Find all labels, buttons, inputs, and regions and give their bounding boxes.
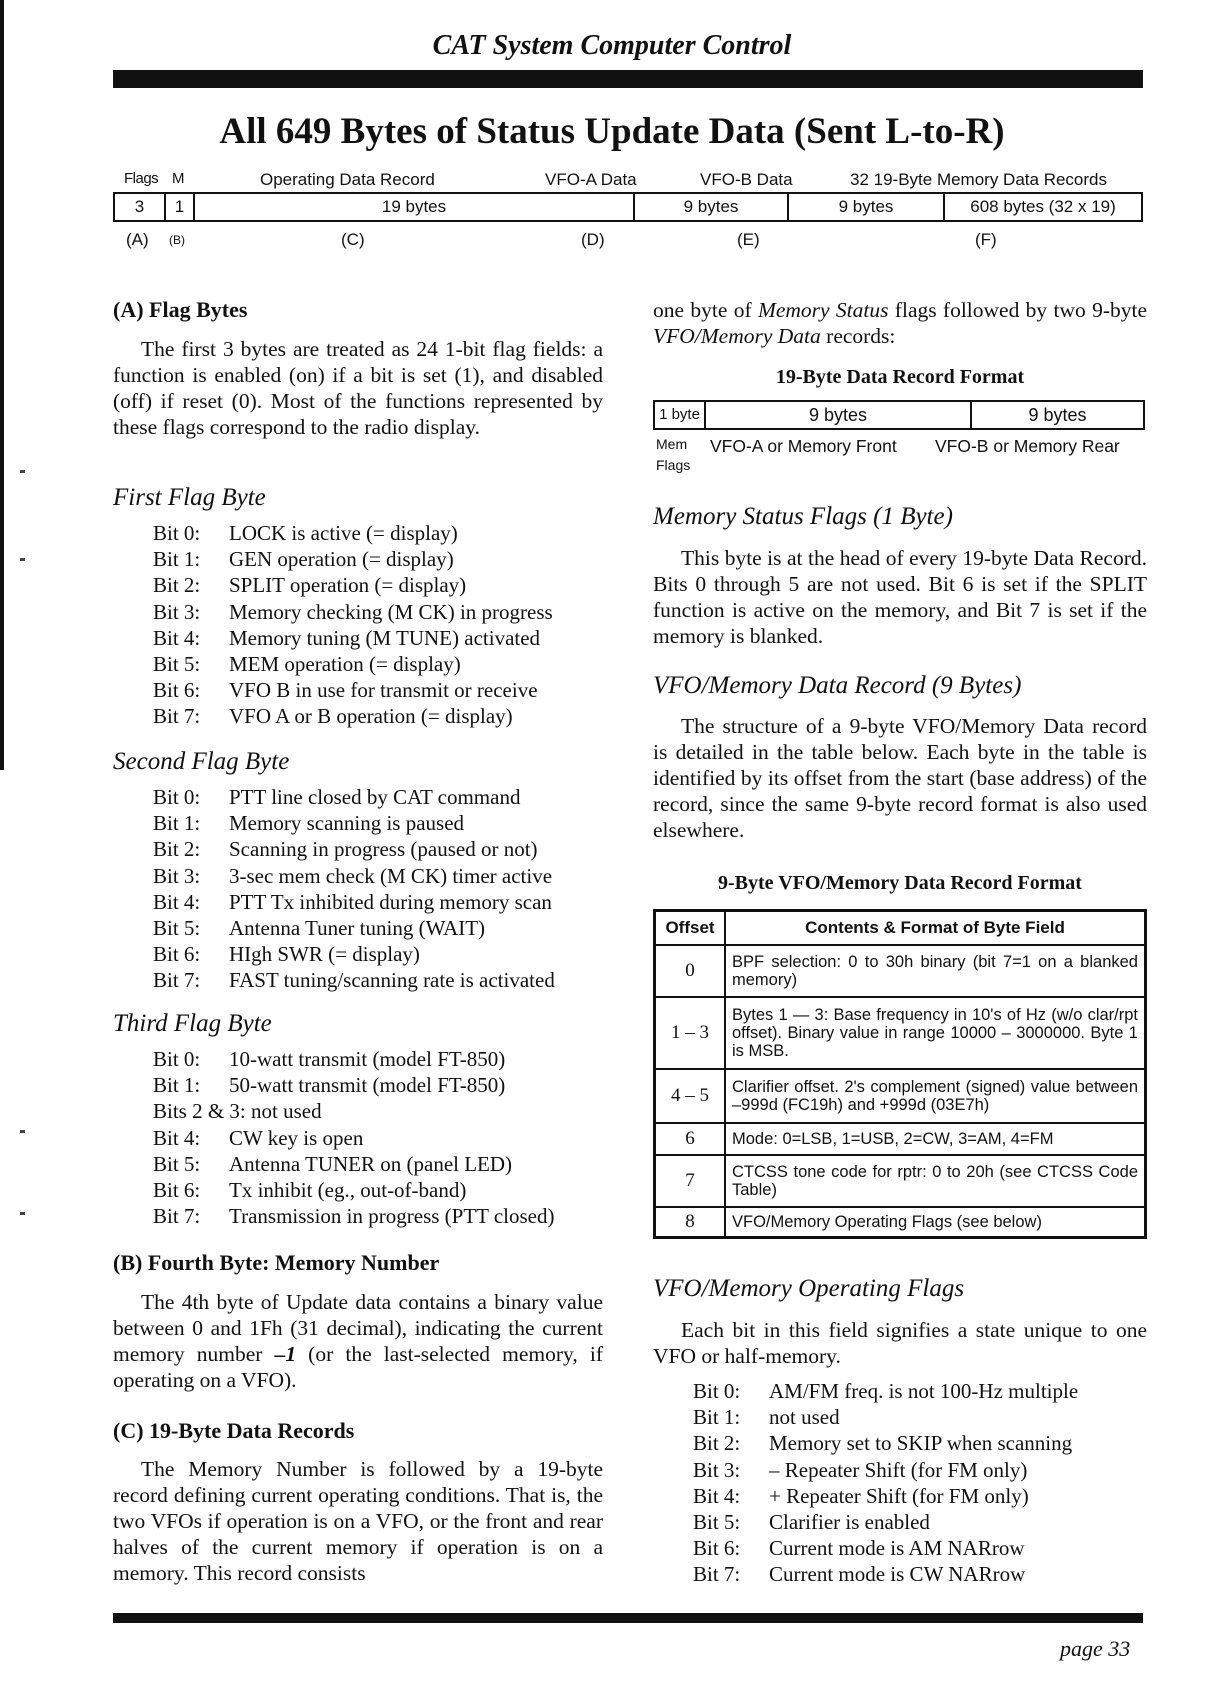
record-label-mem-flags: Mem Flags	[656, 436, 691, 473]
table-row: 8 VFO/Memory Operating Flags (see below)	[655, 1207, 1146, 1238]
layout-label-b: (B)	[169, 233, 185, 247]
layout-label-e: (E)	[737, 230, 760, 249]
list-item: Bits 2 & 3: not used	[153, 1099, 322, 1124]
table-row: 6 Mode: 0=LSB, 1=USB, 2=CW, 3=AM, 4=FM	[655, 1123, 1146, 1155]
layout-label-d: (D)	[581, 230, 605, 249]
list-item: Bit 7: VFO A or B operation (= display)	[153, 704, 513, 729]
list-item: Bit 3: – Repeater Shift (for FM only)	[693, 1457, 1028, 1482]
layout-cell-memory: 608 bytes (32 x 19)	[970, 197, 1116, 216]
header-rule	[113, 70, 1143, 88]
operating-flags-paragraph: Each bit in this field signifies a state unique to one VFO or half-memory.	[653, 1318, 1147, 1368]
footer-rule	[113, 1613, 1143, 1623]
table-row: 1 – 3 Bytes 1 — 3: Base frequency in 10's of Hz (w/o clar/rpt offset). Binary value in range 10000 – 3000000. Byte 1 is MSB.	[655, 997, 1146, 1069]
list-item: Bit 4: + Repeater Shift (for FM only)	[693, 1483, 1029, 1508]
list-item: Bit 1: 50-watt transmit (model FT-850)	[153, 1073, 506, 1098]
layout-label-c: (C)	[341, 230, 365, 249]
list-item: Bit 2: SPLIT operation (= display)	[153, 573, 467, 598]
record-cell-rear: 9 bytes	[1028, 405, 1087, 425]
section-a-heading: (A) Flag Bytes	[113, 297, 248, 322]
list-item: Bit 6: VFO B in use for transmit or receive	[153, 678, 538, 703]
list-item: Bit 6: Current mode is AM NARrow	[693, 1536, 1025, 1561]
record-format-strip	[653, 400, 1145, 430]
table-row: 7 CTCSS tone code for rptr: 0 to 20h (see CTCSS Code Table)	[655, 1155, 1146, 1207]
section-c-paragraph: The Memory Number is followed by a 19-byte record defining current operating conditions. That is, the two VFOs if operation is on a VFO, or the front and rear halves of the current memory if operation is on a memory. This record consists	[113, 1457, 603, 1585]
second-flag-list	[153, 784, 623, 994]
list-item: Bit 0: PTT line closed by CAT command	[153, 785, 521, 809]
list-item: Bit 4: Memory tuning (M TUNE) activated	[153, 625, 541, 650]
scan-mark	[20, 1212, 25, 1215]
memory-status-heading: Memory Status Flags (1 Byte)	[653, 503, 953, 530]
memory-status-paragraph: This byte is at the head of every 19-byte Data Record. Bits 0 through 5 are not used. Bit 6 is set if the SPLIT function is active on the memory, and Bit 7 is set if the memory is blanked.	[653, 546, 1147, 648]
layout-header-m: M	[172, 170, 185, 187]
list-item: Bit 3: 3-sec mem check (M CK) timer active	[153, 863, 553, 888]
list-item: Bit 6: HIgh SWR (= display)	[153, 942, 420, 967]
layout-cell-vfob: 9 bytes	[789, 194, 945, 220]
table-title: 9-Byte VFO/Memory Data Record Format	[718, 872, 1082, 894]
section-a-paragraph: The first 3 bytes are treated as 24 1-bit flag fields: a function is enabled (on) if a bit is set (1), and disabled (off) if reset (0). Most of the functions represented by these flags correspond to the radio display.	[113, 337, 603, 439]
scan-mark	[20, 558, 25, 561]
second-flag-heading: Second Flag Byte	[113, 748, 290, 775]
layout-cell-vfoa: 9 bytes	[635, 194, 789, 220]
list-item: Bit 1: not used	[693, 1405, 840, 1430]
record-label-front: VFO-A or Memory Front	[710, 436, 897, 456]
layout-header-flags: Flags	[124, 170, 159, 187]
page-number: page 33	[1060, 1636, 1131, 1661]
vfo-record-paragraph: The structure of a 9-byte VFO/Memory Data record is detailed in the table below. Each byte in the table is identified by its offset from the start (base address) of the record, since the same 9-byte record format is also used elsewhere.	[653, 714, 1147, 842]
list-item: Bit 4: PTT Tx inhibited during memory scan	[153, 889, 552, 914]
section-b-paragraph: The 4th byte of Update data contains a binary value between 0 and 1Fh (31 decimal), indicating the current memory number –1 (or the last-selected memory, if operating on a VFO).	[113, 1290, 603, 1392]
list-item: Bit 4: CW key is open	[153, 1125, 364, 1150]
first-flag-list	[153, 520, 613, 730]
record-label-rear: VFO-B or Memory Rear	[935, 436, 1120, 456]
layout-cell-flags: 3	[115, 194, 166, 220]
list-item: Bit 7: Transmission in progress (PTT closed)	[153, 1204, 555, 1229]
record-cell-front: 9 bytes	[706, 402, 972, 428]
list-item: Bit 7: FAST tuning/scanning rate is activated	[153, 968, 555, 993]
list-item: Bit 5: Antenna Tuner tuning (WAIT)	[153, 916, 486, 941]
list-item: Bit 6: Tx inhibit (eg., out-of-band)	[153, 1178, 467, 1203]
layout-cell-m: 1	[166, 194, 195, 220]
list-item: Bit 5: MEM operation (= display)	[153, 652, 461, 677]
list-item: Bit 5: Antenna TUNER on (panel LED)	[153, 1151, 513, 1176]
layout-header-memory: 32 19-Byte Memory Data Records	[850, 170, 1107, 189]
record-cell-flags: 1 byte	[655, 402, 706, 428]
scan-mark	[20, 1130, 25, 1133]
list-item: Bit 3: Memory checking (M CK) in progress	[153, 599, 553, 624]
list-item: Bit 0: 10-watt transmit (model FT-850)	[153, 1047, 506, 1071]
list-item: Bit 2: Memory set to SKIP when scanning	[693, 1431, 1073, 1456]
record-format-title: 19-Byte Data Record Format	[775, 366, 1025, 388]
byte-layout-strip	[113, 192, 1143, 222]
right-intro-paragraph: one byte of Memory Status flags followed by two 9-byte VFO/Memory Data records:	[653, 298, 1148, 348]
column-header-offset: Offset	[655, 911, 726, 946]
column-header-contents: Contents & Format of Byte Field	[725, 911, 1146, 946]
first-flag-heading: First Flag Byte	[113, 484, 266, 511]
third-flag-list	[153, 1046, 613, 1229]
table-header-row	[655, 911, 1146, 946]
layout-label-f: (F)	[975, 230, 997, 249]
third-flag-heading: Third Flag Byte	[113, 1010, 272, 1037]
layout-header-vfob: VFO-B Data	[700, 170, 793, 189]
operating-flags-heading: VFO/Memory Operating Flags	[653, 1275, 965, 1302]
layout-cell-operating: 19 bytes	[195, 194, 635, 220]
list-item: Bit 0: LOCK is active (= display)	[153, 521, 458, 545]
list-item: Bit 0: AM/FM freq. is not 100-Hz multiple	[693, 1379, 1079, 1403]
layout-label-a: (A)	[126, 230, 149, 249]
list-item: Bit 1: Memory scanning is paused	[153, 811, 465, 836]
list-item: Bit 2: Scanning in progress (paused or not)	[153, 837, 538, 862]
layout-header-vfoa: VFO-A Data	[545, 170, 637, 189]
running-header: CAT System Computer Control	[432, 30, 792, 61]
list-item: Bit 1: GEN operation (= display)	[153, 547, 454, 572]
list-item: Bit 7: Current mode is CW NARrow	[693, 1562, 1026, 1587]
section-c-heading: (C) 19-Byte Data Records	[113, 1418, 355, 1443]
section-b-heading: (B) Fourth Byte: Memory Number	[113, 1250, 440, 1275]
list-item: Bit 5: Clarifier is enabled	[693, 1510, 930, 1535]
table-row: 4 – 5 Clarifier offset. 2's complement (signed) value between –999d (FC19h) and +999d (03E7h)	[655, 1069, 1146, 1123]
scan-mark	[20, 470, 25, 473]
vfo-record-heading: VFO/Memory Data Record (9 Bytes)	[653, 672, 1022, 699]
table-row: 0 BPF selection: 0 to 30h binary (bit 7=1 on a blanked memory)	[655, 945, 1146, 997]
operating-flags-list	[693, 1378, 1143, 1588]
vfo-memory-format-table	[653, 909, 1147, 1239]
layout-header-operating: Operating Data Record	[260, 170, 435, 189]
page-title: All 649 Bytes of Status Update Data (Sent L-to-R)	[219, 111, 1005, 152]
